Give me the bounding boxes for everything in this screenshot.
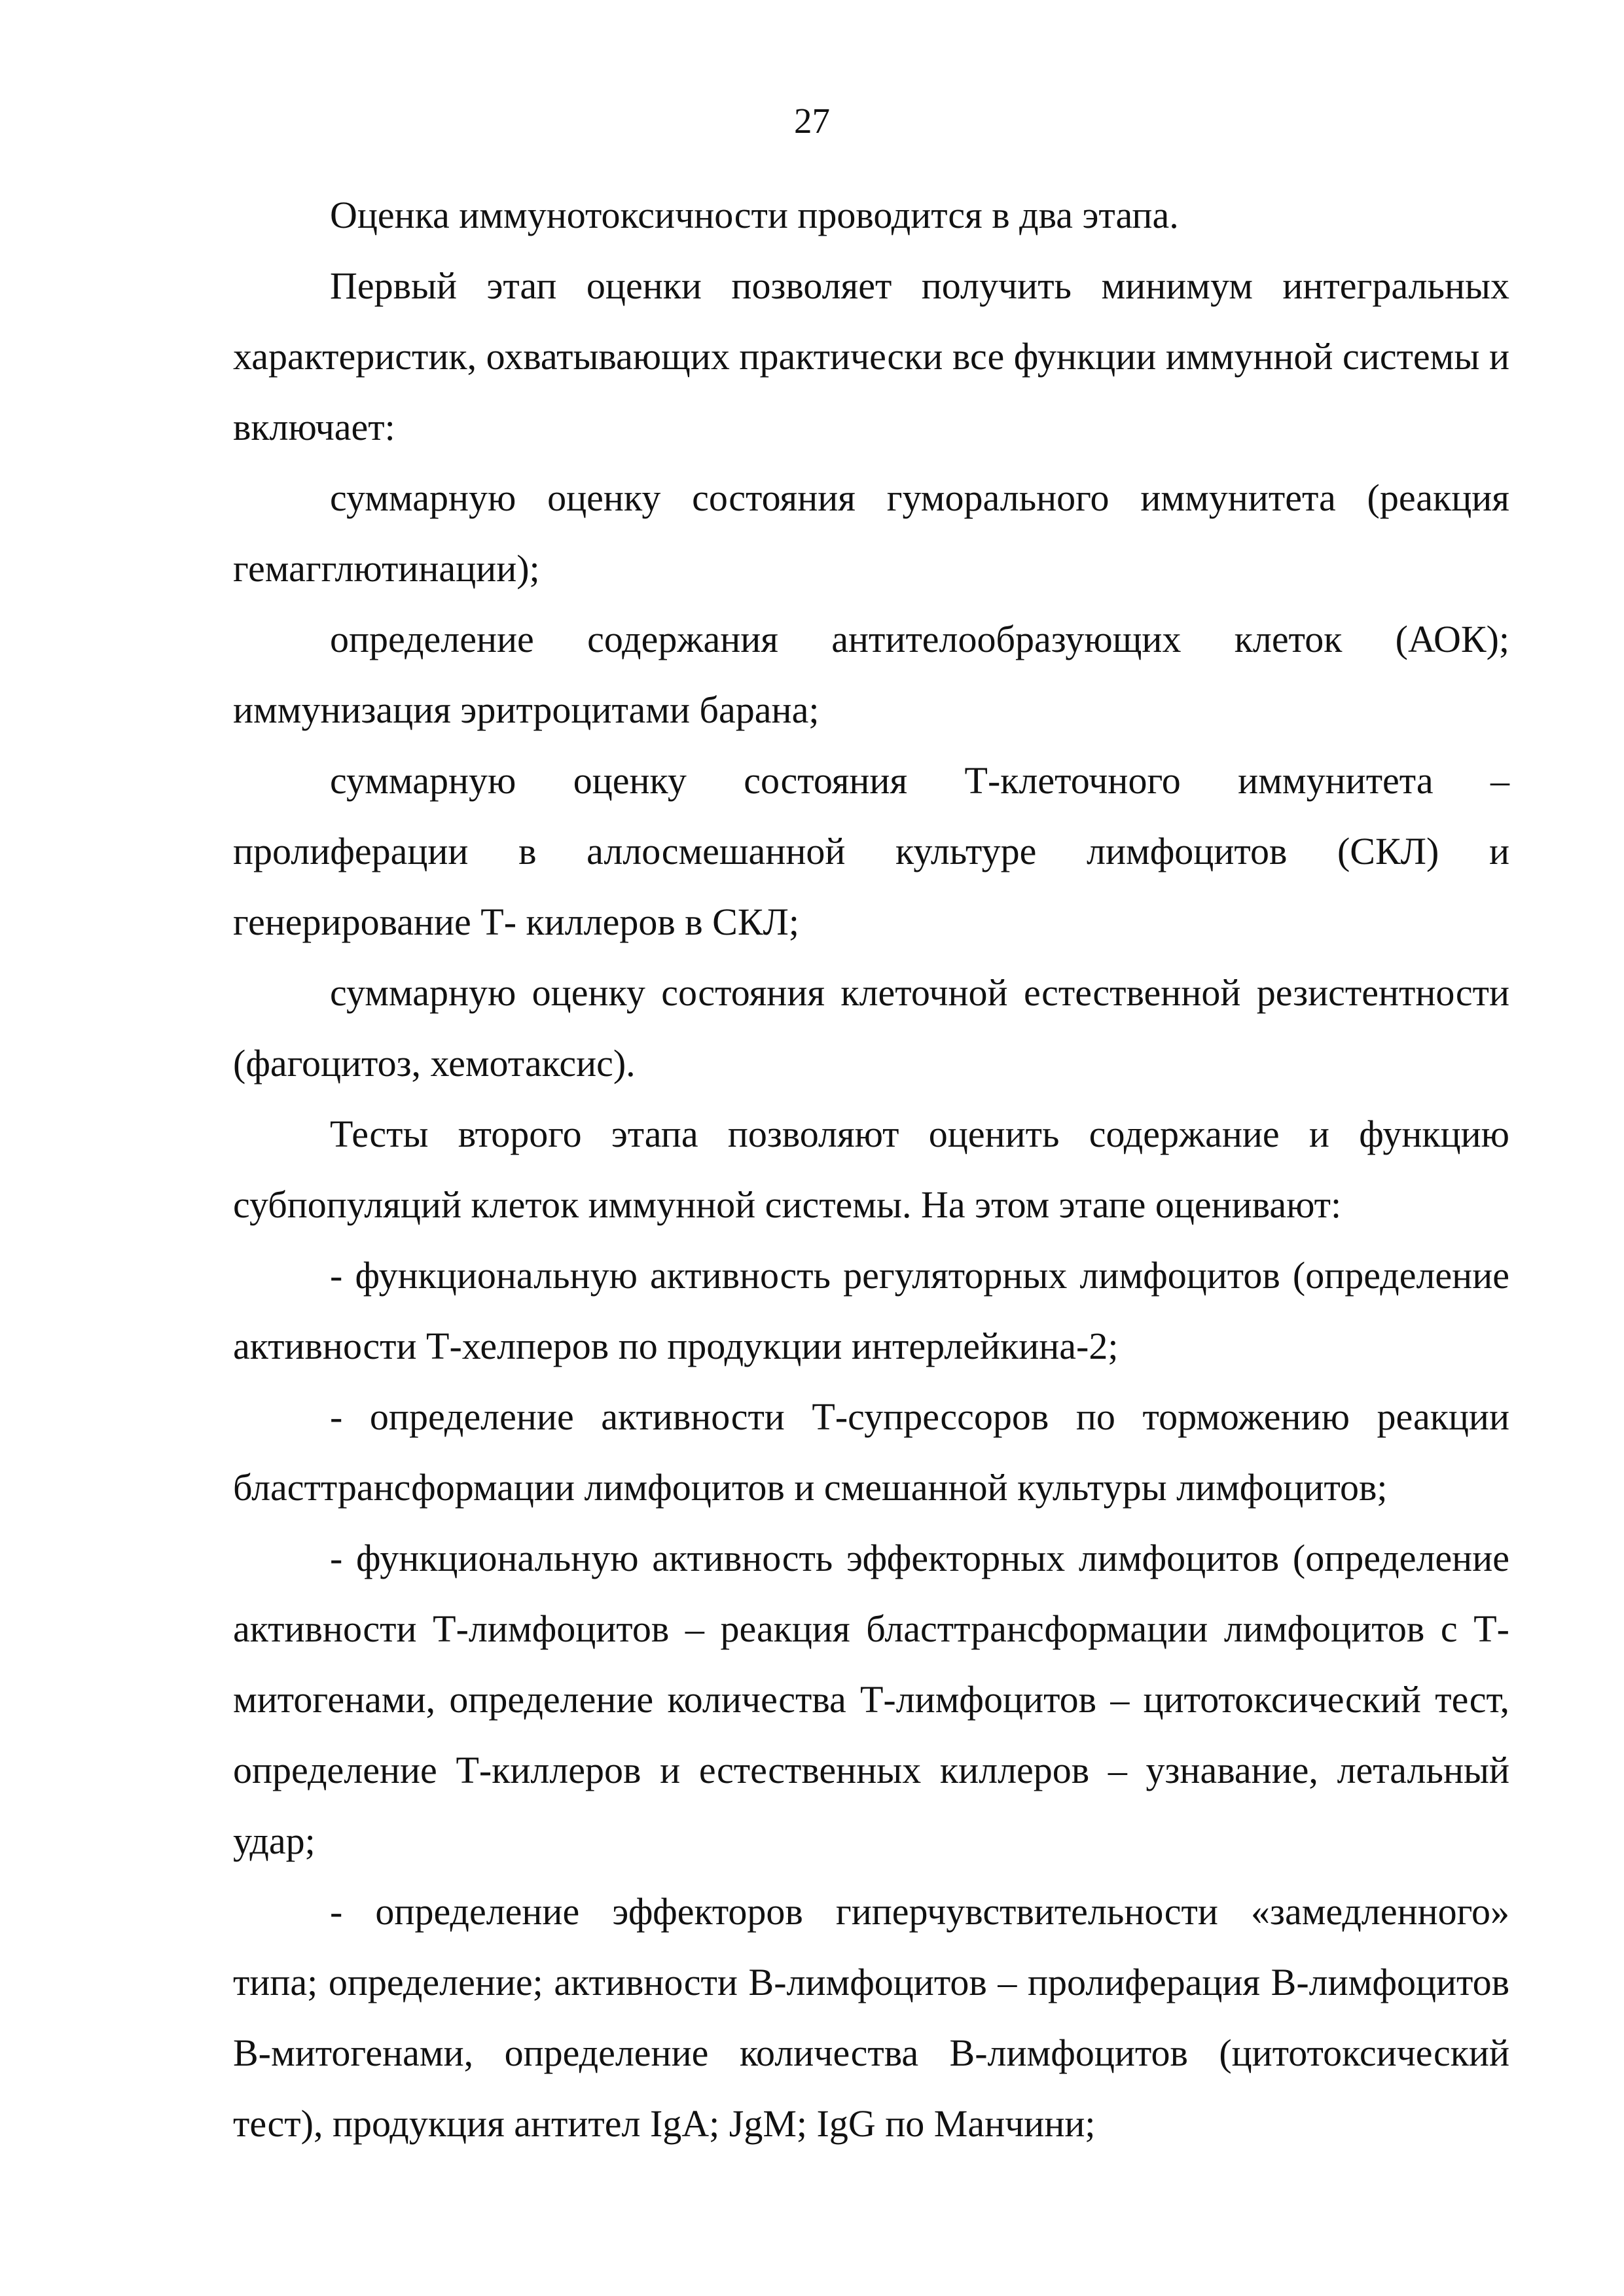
page-number: 27	[794, 101, 830, 141]
paragraph-item-aok: определение содержания антителообразующих клеток (АОК); иммунизация эритроцитами барана;	[233, 618, 1509, 731]
paragraph-item-hypersensitivity: - определение эффекторов гиперчувствительности «замедленного» типа; определение; активности В-лимфоцитов – пролиферация В-лимфоцитов В-митогенами, определение количества В-лимфоцитов (цитотоксический тест), продукция антител IgA; JgM; IgG по Манчини;	[233, 1890, 1509, 2145]
paragraph-item-suppressors: - определение активности Т-супрессоров по торможению реакции бласттрансформации лимфоцитов и смешанной культуры лимфоцитов;	[233, 1395, 1509, 1509]
paragraph-item-resistance: суммарную оценку состояния клеточной естественной резистентности (фагоцитоз, хемотаксис).	[233, 971, 1509, 1085]
paragraph-second-stage: Тесты второго этапа позволяют оценить содержание и функцию субпопуляций клеток иммунной системы. На этом этапе оценивают:	[233, 1113, 1509, 1226]
paragraph-first-stage: Первый этап оценки позволяет получить минимум интегральных характеристик, охватывающих практически все функции иммунной системы и включает:	[233, 264, 1509, 448]
paragraph-item-humoral: суммарную оценку состояния гуморального иммунитета (реакция гемагглютинации);	[233, 476, 1509, 590]
paragraph-intro: Оценка иммунотоксичности проводится в два этапа.	[330, 194, 1179, 236]
paragraph-item-t-cell: суммарную оценку состояния Т-клеточного иммунитета – пролиферации в аллосмешанной культуре лимфоцитов (СКЛ) и генерирование Т- киллеров в СКЛ;	[233, 759, 1509, 943]
paragraph-item-effector: - функциональную активность эффекторных лимфоцитов (определение активности Т-лимфоцитов – реакция бласттрансформации лимфоцитов с Т-митогенами, определение количества Т-лимфоцитов – цитотоксический тест, определение Т-киллеров и естественных киллеров – узнавание, летальный удар;	[233, 1537, 1509, 1862]
paragraph-item-regulatory: - функциональную активность регуляторных лимфоцитов (определение активности Т-хелперов по продукции интерлейкина-2;	[233, 1254, 1509, 1367]
body-text	[233, 180, 1509, 2159]
